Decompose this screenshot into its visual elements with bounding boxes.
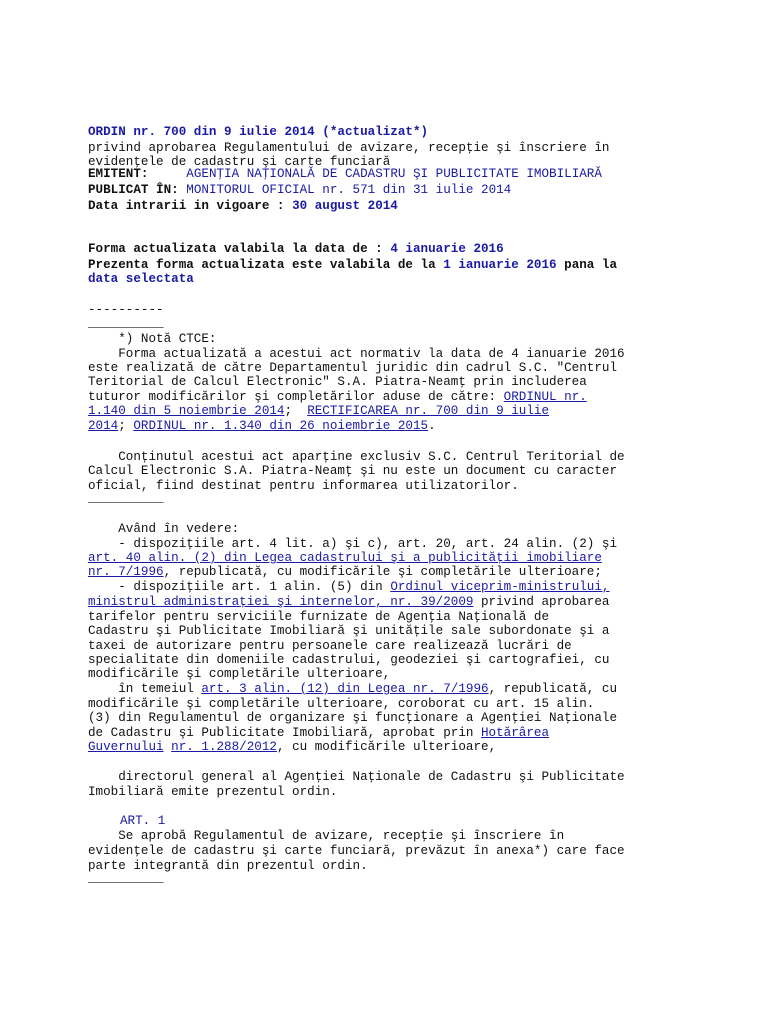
continut-line-2: Calcul Electronic S.A. Piatra-Neamţ şi nu este un document cu caracter: [88, 464, 618, 478]
avand-line-15: [88, 726, 549, 740]
legea-cadastrului-link-part-2[interactable]: nr. 7/1996: [88, 565, 164, 579]
nota-separator-1: ;: [284, 404, 308, 418]
underline-separator: __________: [88, 491, 164, 505]
nota-line-2: este realizată de către Departamentul juridic din cadrul S.C. "Centrul: [88, 361, 618, 375]
nota-title: *) Notă CTCE:: [88, 332, 217, 346]
nota-line-3: Teritorial de Calcul Electronic" S.A. Piatra-Neamţ prin includerea: [88, 375, 587, 389]
avand-line-3: [88, 551, 602, 565]
prezenta-suffix: pana la: [556, 258, 618, 272]
avand-line-6: [88, 595, 609, 609]
emitent-row: [88, 167, 602, 181]
avand-line-4: [88, 565, 602, 579]
avand-line-13: modificările şi completările ulterioare, coroborat cu art. 15 alin.: [88, 697, 595, 711]
nota-line-6: [88, 419, 436, 433]
forma-row: [88, 242, 504, 256]
avand-line-5-prefix: - dispoziţiile art. 1 alin. (5) din: [88, 580, 391, 594]
director-line-1: directorul general al Agenţiei Naţionale de Cadastru şi Publicitate: [88, 770, 625, 784]
art1-line-1: Se aprobă Regulamentul de avizare, recepţie şi înscriere în: [88, 829, 565, 843]
avand-line-12: [88, 682, 617, 696]
avand-line-12-prefix: în temeiul: [88, 682, 202, 696]
order-subject-line-2: evidenţele de cadastru şi carte funciară: [88, 155, 391, 169]
avand-line-16-suffix: , cu modificările ulterioare,: [276, 740, 497, 754]
avand-line-16-space: [164, 740, 172, 754]
avand-line-14: (3) din Regulamentul de organizare şi funcţionare a Agenţiei Naţionale: [88, 711, 618, 725]
hotararea-link-part-2[interactable]: Guvernului: [88, 740, 164, 754]
art1-line-3: parte integrantă din prezentul ordin.: [88, 859, 368, 873]
ordinul-1340-link[interactable]: ORDINUL nr. 1.340 din 26 noiembrie 2015: [133, 419, 429, 433]
art1-link[interactable]: ART. 1: [120, 814, 166, 828]
prezenta-row: [88, 258, 617, 272]
nota-line-4-text: tuturor modificărilor şi completărilor aduse de către:: [88, 390, 504, 404]
avand-line-7: tarifelor pentru serviciile furnizate de Agenţia Naţională de: [88, 610, 550, 624]
continut-line-3: oficial, fiind destinat pentru informarea utilizatorilor.: [88, 479, 519, 493]
avand-line-5: [88, 580, 609, 594]
order-subject-line-1: privind aprobarea Regulamentului de avizare, recepţie şi înscriere în: [88, 141, 610, 155]
ordinul-1140-link-part-2[interactable]: 1.140 din 5 noiembrie 2014: [88, 404, 285, 418]
prezenta-prefix: Prezenta forma actualizata este valabila de la: [88, 258, 444, 272]
effective-date-value: 30 august 2014: [292, 199, 398, 213]
ordinul-1140-link-part-1[interactable]: ORDINUL nr.: [503, 390, 587, 404]
prezenta-date: 1 ianuarie 2016: [443, 258, 557, 272]
forma-label: Forma actualizata valabila la data de :: [88, 242, 391, 256]
forma-date: 4 ianuarie 2016: [390, 242, 504, 256]
nota-line-4: [88, 390, 587, 404]
art3-legea-link[interactable]: art. 3 alin. (12) din Legea nr. 7/1996: [201, 682, 489, 696]
nota-separator-2: ;: [118, 419, 134, 433]
rectificarea-link-part-1[interactable]: RECTIFICAREA nr. 700 din 9 iulie: [307, 404, 550, 418]
publicat-label: PUBLICAT ÎN:: [88, 183, 179, 197]
avand-line-15-text: de Cadastru şi Publicitate Imobiliară, aprobat prin: [88, 726, 481, 740]
data-selectata-link[interactable]: data selectata: [88, 272, 194, 286]
publicat-row: [88, 183, 511, 197]
avand-line-4-suffix: , republicată, cu modificările şi completările ulterioare;: [163, 565, 602, 579]
effective-date-row: [88, 199, 398, 213]
effective-date-label: Data intrarii in vigoare :: [88, 199, 293, 213]
hotararea-link-part-1[interactable]: Hotărârea: [481, 726, 550, 740]
avand-line-2: - dispoziţiile art. 4 lit. a) şi c), art. 20, art. 24 alin. (2) şi: [88, 537, 618, 551]
order-title: ORDIN nr. 700 din 9 iulie 2014 (*actualizat*): [88, 125, 429, 139]
rectificarea-link-part-2[interactable]: 2014: [88, 419, 119, 433]
avand-line-11: modificările şi completările ulterioare,: [88, 667, 391, 681]
nr-1288-link[interactable]: nr. 1.288/2012: [171, 740, 277, 754]
nota-line-1: Forma actualizată a acestui act normativ la data de 4 ianuarie 2016: [88, 347, 625, 361]
avand-line-10: specialitate din domeniile cadastrului, geodeziei şi cartografiei, cu: [88, 653, 610, 667]
avand-line-6-suffix: privind aprobarea: [473, 595, 610, 609]
director-line-2: Imobiliară emite prezentul ordin.: [88, 785, 338, 799]
continut-line-1: Conţinutul acestui act aparţine exclusiv S.C. Centrul Teritorial de: [88, 450, 625, 464]
publicat-value: MONITORUL OFICIAL nr. 571 din 31 iulie 2014: [186, 183, 512, 197]
avand-line-16: [88, 740, 496, 754]
avand-title: Având în vedere:: [88, 522, 240, 536]
nota-end: .: [428, 419, 436, 433]
underline-separator: __________: [88, 316, 164, 330]
ordinul-viceprim-link-part-2[interactable]: ministrul administraţiei şi internelor, nr. 39/2009: [88, 595, 474, 609]
art1-line-2: evidenţele de cadastru şi carte funciară, prevăzut în anexa*) care face: [88, 844, 625, 858]
avand-line-8: Cadastru şi Publicitate Imobiliară şi unităţile sale subordonate şi a: [88, 624, 610, 638]
underline-separator: __________: [88, 871, 164, 885]
legea-cadastrului-link-part-1[interactable]: art. 40 alin. (2) din Legea cadastrului şi a publicităţii imobiliare: [88, 551, 602, 565]
emitent-value: AGENŢIA NAŢIONALĂ DE CADASTRU ŞI PUBLICITATE IMOBILIARĂ: [186, 167, 602, 181]
nota-line-5: [88, 404, 549, 418]
emitent-label: EMITENT:: [88, 167, 149, 181]
ordinul-viceprim-link-part-1[interactable]: Ordinul viceprim-ministrului,: [390, 580, 610, 594]
dash-separator: ----------: [88, 303, 164, 317]
avand-line-12-suffix: , republicată, cu: [488, 682, 618, 696]
avand-line-9: taxei de autorizare pentru persoanele care realizează lucrări de: [88, 639, 572, 653]
